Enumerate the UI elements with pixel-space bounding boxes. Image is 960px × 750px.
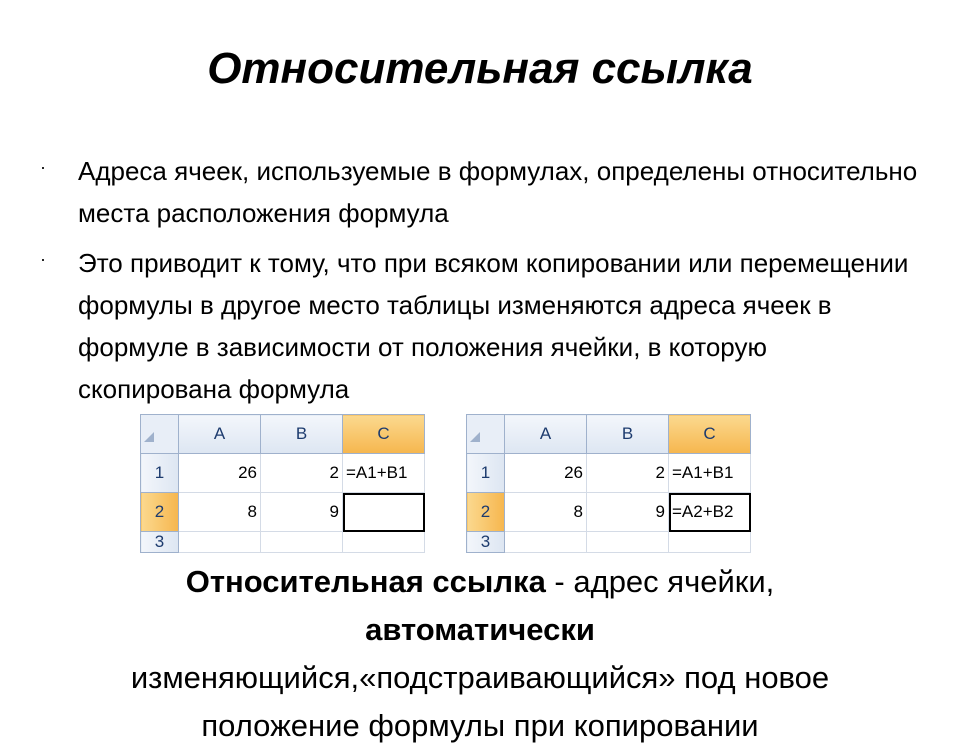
row-header-2[interactable]: 2	[141, 493, 179, 532]
bullet-dot: ·	[40, 249, 46, 269]
cell-b3[interactable]	[587, 532, 669, 553]
cell-a2[interactable]: 8	[505, 493, 587, 532]
bullet-item	[38, 242, 918, 410]
cell-c1[interactable]: =A1+B1	[669, 454, 751, 493]
column-header-c[interactable]: C	[343, 415, 425, 454]
row-header-3[interactable]: 3	[141, 532, 179, 553]
cell-c2-active[interactable]	[343, 493, 425, 532]
select-all-icon	[470, 432, 480, 442]
row-header-1[interactable]: 1	[141, 454, 179, 493]
definition-line-1	[0, 558, 960, 606]
cell-a1[interactable]: 26	[179, 454, 261, 493]
row-header-3[interactable]: 3	[467, 532, 505, 553]
column-header-a[interactable]: A	[179, 415, 261, 454]
bullet-dot: ·	[40, 157, 46, 177]
select-all-corner[interactable]	[467, 415, 505, 454]
select-all-corner[interactable]	[141, 415, 179, 454]
bullet-list	[38, 150, 918, 418]
column-header-a[interactable]: A	[505, 415, 587, 454]
spreadsheet-before	[140, 414, 425, 553]
column-header-b[interactable]: B	[261, 415, 343, 454]
spreadsheet-after	[466, 414, 751, 553]
cell-c3[interactable]	[343, 532, 425, 553]
cell-a1[interactable]: 26	[505, 454, 587, 493]
cell-c3[interactable]	[669, 532, 751, 553]
cell-c1[interactable]: =A1+B1	[343, 454, 425, 493]
bullet-item	[38, 150, 918, 234]
select-all-icon	[144, 432, 154, 442]
cell-a3[interactable]	[505, 532, 587, 553]
cell-c2-active[interactable]: =A2+B2	[669, 493, 751, 532]
row-header-1[interactable]: 1	[467, 454, 505, 493]
cell-b2[interactable]: 9	[587, 493, 669, 532]
definition-emphasis: автоматически	[365, 612, 595, 647]
cell-b2[interactable]: 9	[261, 493, 343, 532]
bullet-text: Это приводит к тому, что при всяком копировании или перемещении формулы в другое место таблицы изменяются адреса ячеек в формуле в зависимости от положения ячейки, в которую скопирована формула	[78, 248, 909, 404]
cell-a3[interactable]	[179, 532, 261, 553]
cell-b3[interactable]	[261, 532, 343, 553]
column-header-b[interactable]: B	[587, 415, 669, 454]
cell-a2[interactable]: 8	[179, 493, 261, 532]
cell-b1[interactable]: 2	[261, 454, 343, 493]
cell-b1[interactable]: 2	[587, 454, 669, 493]
column-header-c[interactable]: C	[669, 415, 751, 454]
definition-line-3: изменяющийся,«подстраивающийся» под новое	[130, 660, 830, 695]
bullet-text: Адреса ячеек, используемые в формулах, определены относительно места расположения формула	[78, 156, 918, 228]
row-header-2[interactable]: 2	[467, 493, 505, 532]
definition-text	[0, 558, 960, 750]
definition-line-4: положение формулы при копировании	[201, 708, 759, 743]
definition-line-2	[0, 606, 960, 654]
definition-part-1: - адрес ячейки,	[545, 564, 775, 599]
definition-term: Относительная ссылка	[185, 564, 546, 599]
slide-title: Относительная ссылка	[207, 44, 753, 93]
